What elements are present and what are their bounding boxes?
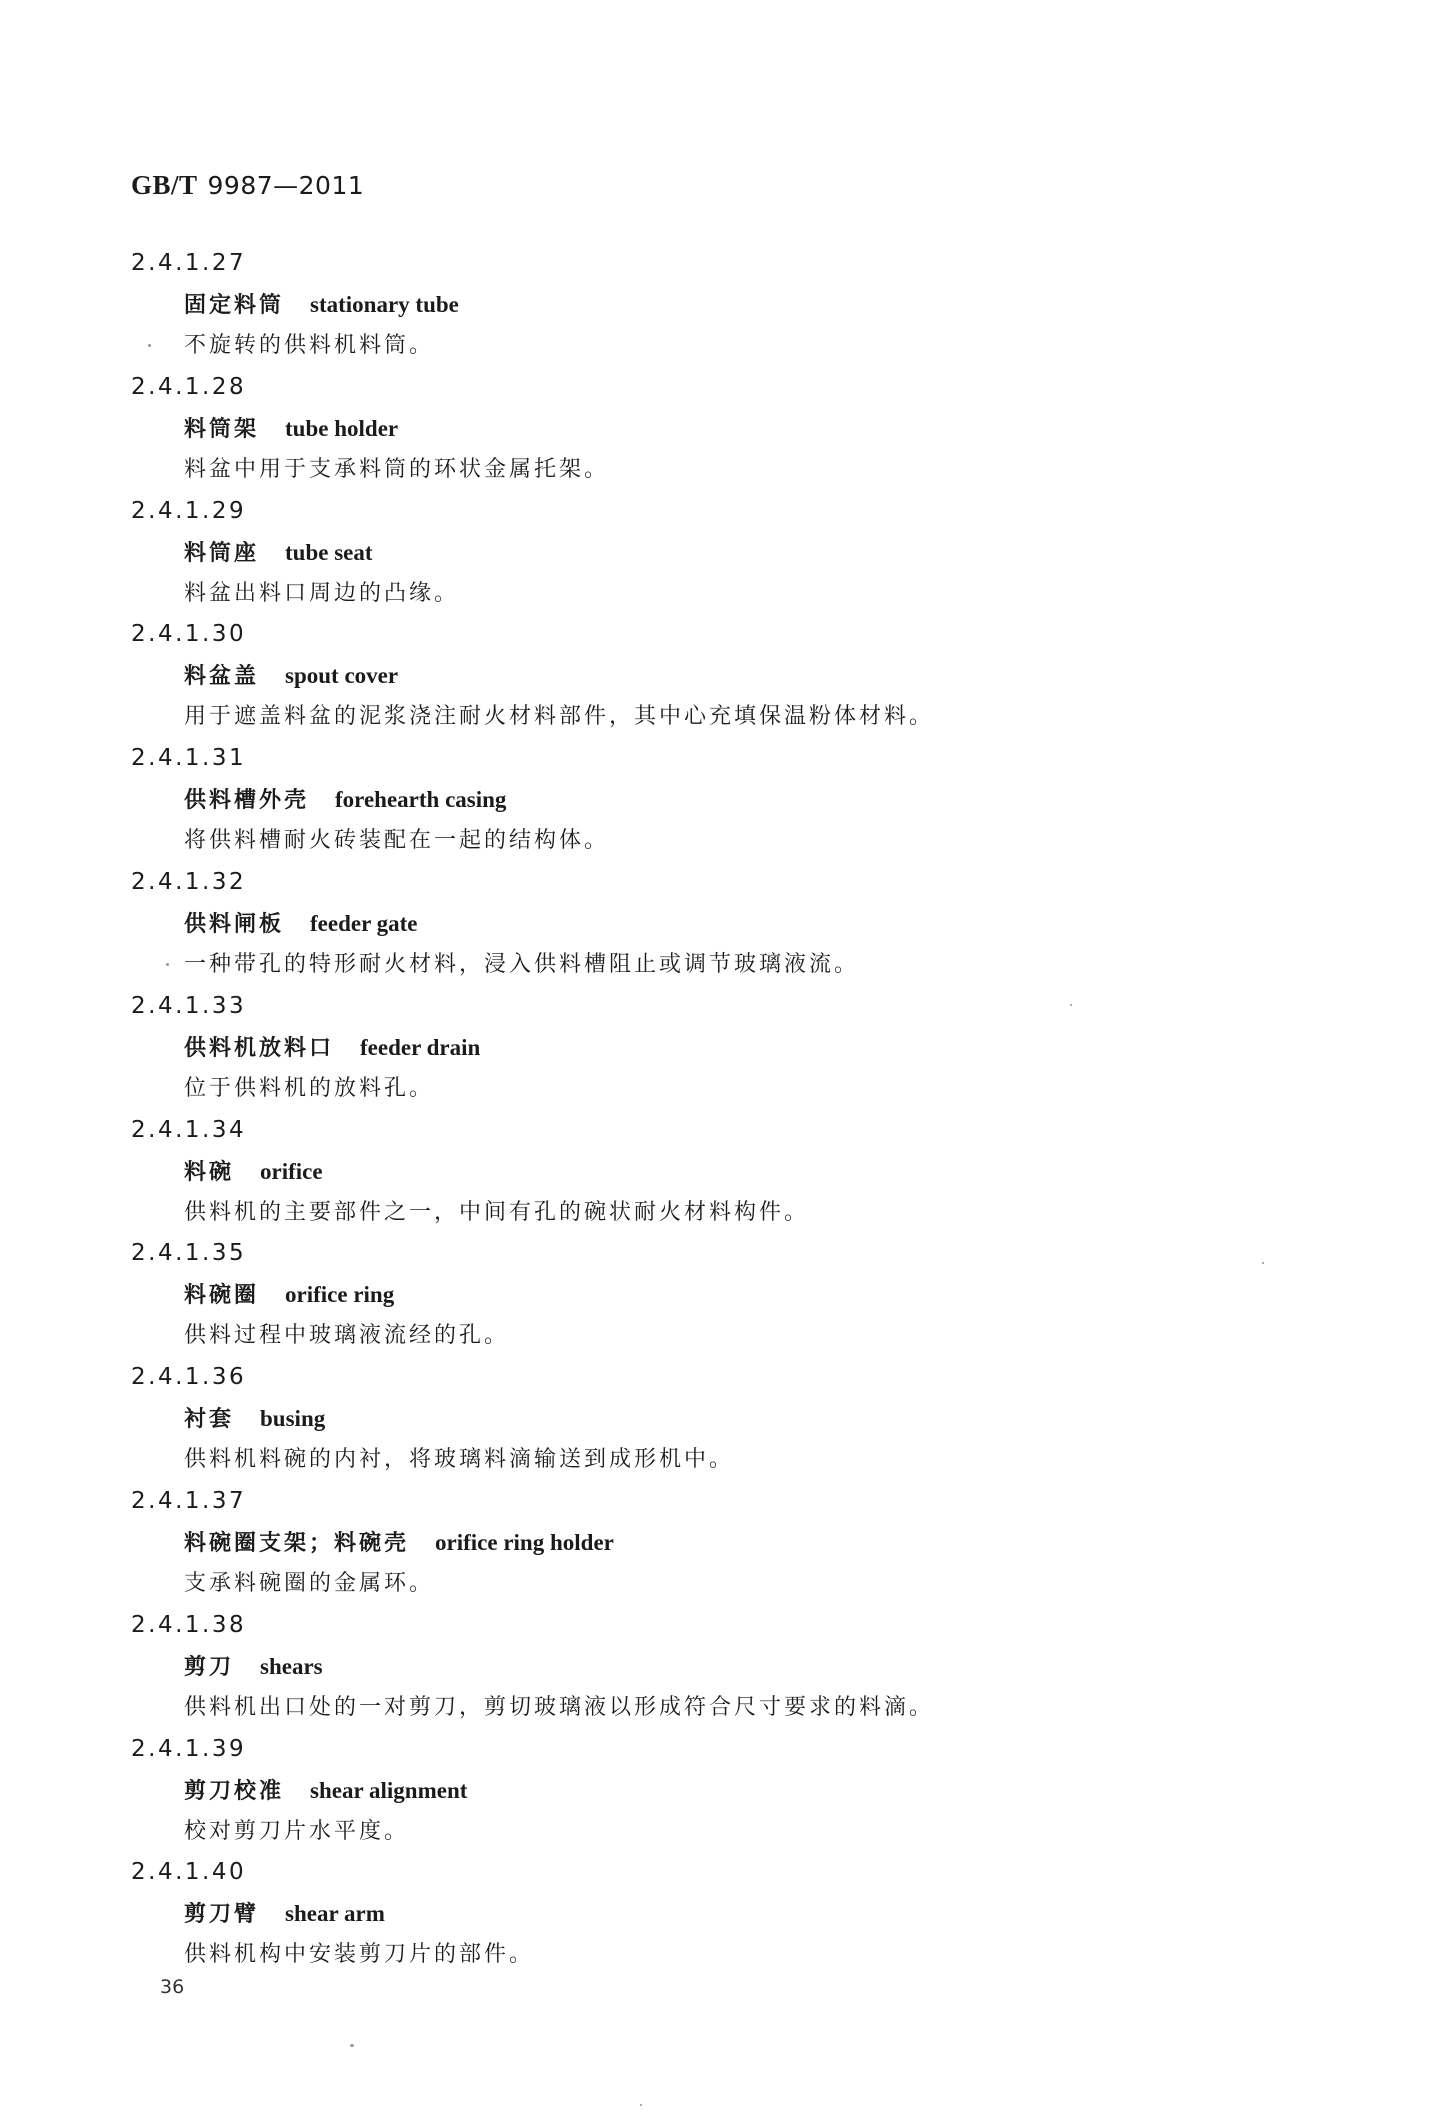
- entry-term: [184, 1770, 1438, 1811]
- scan-speck: [1070, 1004, 1072, 1006]
- entry-term: [184, 779, 1438, 820]
- term-entry: [0, 862, 1438, 986]
- term-entry: [0, 1481, 1438, 1605]
- term-entry: [0, 1852, 1438, 1976]
- entry-number: 2.4.1.27: [131, 250, 247, 276]
- term-chinese: 料筒座: [184, 540, 260, 566]
- term-english: spout cover: [285, 663, 399, 689]
- term-entry: [0, 1110, 1438, 1234]
- entry-definition: 供料机的主要部件之一，中间有孔的碗状耐火材料构件。: [184, 1199, 810, 1225]
- entry-term: [184, 1398, 1438, 1439]
- term-entry: [0, 1357, 1438, 1481]
- page-number: 36: [160, 1976, 185, 1998]
- entry-term: [184, 408, 1438, 449]
- term-english: feeder gate: [310, 910, 418, 936]
- term-english: shear arm: [285, 1901, 385, 1927]
- entry-number: 2.4.1.34: [131, 1116, 247, 1143]
- scan-speck: [1262, 1262, 1264, 1264]
- term-entry: [0, 986, 1438, 1110]
- entry-definition: 供料机料碗的内衬，将玻璃料滴输送到成形机中。: [184, 1447, 735, 1473]
- entry-definition: 料盆中用于支承料筒的环状金属托架。: [184, 456, 610, 482]
- entry-definition: 供料机构中安装剪刀片的部件。: [184, 1942, 535, 1968]
- entry-term: [184, 1893, 1438, 1934]
- entry-term: [184, 1522, 1438, 1563]
- standard-number: 9987—2011: [207, 171, 365, 200]
- entry-term: [184, 903, 1438, 944]
- entry-number: 2.4.1.28: [131, 373, 247, 400]
- entry-number: 2.4.1.32: [131, 868, 247, 895]
- term-english: feeder drain: [360, 1034, 481, 1060]
- term-chinese: 衬套: [184, 1407, 235, 1433]
- term-english: orifice: [260, 1158, 323, 1184]
- term-chinese: 剪刀校准: [184, 1778, 285, 1804]
- entry-term: [184, 284, 1438, 325]
- term-english: stationary tube: [310, 292, 459, 317]
- term-chinese: 供料机放料口: [184, 1035, 335, 1061]
- entry-number: 2.4.1.30: [131, 621, 247, 648]
- entry-definition: 校对剪刀片水平度。: [184, 1818, 410, 1844]
- entry-term: [184, 532, 1438, 573]
- entry-term: [184, 655, 1438, 696]
- entry-number: 2.4.1.37: [131, 1487, 247, 1514]
- term-english: tube seat: [285, 539, 373, 565]
- term-english: tube holder: [285, 415, 399, 441]
- term-entry: [0, 1233, 1438, 1357]
- term-entry: [0, 1605, 1438, 1729]
- scan-speck: [350, 2044, 354, 2047]
- term-entry: [0, 738, 1438, 862]
- entry-number: 2.4.1.29: [131, 497, 247, 524]
- term-entry: [0, 367, 1438, 491]
- term-english: shears: [260, 1653, 323, 1679]
- standard-code: GB/T: [131, 170, 198, 200]
- entry-number: 2.4.1.39: [131, 1735, 247, 1762]
- term-chinese: 固定料筒: [184, 293, 285, 318]
- term-english: orifice ring holder: [435, 1529, 614, 1555]
- term-entry: [0, 243, 1438, 367]
- term-entry: [0, 491, 1438, 615]
- entry-definition: 用于遮盖料盆的泥浆浇注耐火材料部件，其中心充填保温粉体材料。: [184, 704, 935, 730]
- document-header: [131, 170, 364, 201]
- term-chinese: 料碗圈支架；料碗壳: [184, 1530, 410, 1556]
- entry-definition: 供料过程中玻璃液流经的孔。: [184, 1323, 510, 1349]
- entry-term: [184, 1274, 1438, 1315]
- term-english: busing: [260, 1406, 326, 1432]
- scan-speck: [640, 2104, 642, 2106]
- term-english: orifice ring: [285, 1282, 395, 1308]
- entry-term: [184, 1027, 1438, 1068]
- term-entry: [0, 1729, 1438, 1853]
- entry-definition: 支承料碗圈的金属环。: [184, 1570, 435, 1596]
- entry-definition: 一种带孔的特形耐火材料，浸入供料槽阻止或调节玻璃液流。: [184, 951, 860, 977]
- term-entries: [0, 243, 1438, 1976]
- term-chinese: 剪刀臂: [184, 1902, 260, 1928]
- entry-number: 2.4.1.31: [131, 745, 247, 772]
- entry-number: 2.4.1.33: [131, 992, 247, 1019]
- term-chinese: 料碗圈: [184, 1283, 260, 1309]
- term-chinese: 供料槽外壳: [184, 788, 310, 814]
- entry-number: 2.4.1.36: [131, 1364, 247, 1391]
- entry-definition: 不旋转的供料机料筒。: [184, 333, 435, 358]
- term-chinese: 料盆盖: [184, 664, 260, 690]
- entry-definition: 料盆出料口周边的凸缘。: [184, 580, 460, 606]
- term-chinese: 料筒架: [184, 416, 260, 442]
- term-chinese: 供料闸板: [184, 911, 285, 937]
- entry-number: 2.4.1.35: [131, 1240, 247, 1267]
- term-chinese: 剪刀: [184, 1654, 235, 1680]
- term-entry: [0, 614, 1438, 738]
- scan-speck: [166, 963, 169, 966]
- entry-definition: 将供料槽耐火砖装配在一起的结构体。: [184, 828, 610, 854]
- entry-term: [184, 1646, 1438, 1687]
- scan-speck: [148, 344, 151, 347]
- entry-definition: 位于供料机的放料孔。: [184, 1075, 435, 1101]
- entry-definition: 供料机出口处的一对剪刀，剪切玻璃液以形成符合尺寸要求的料滴。: [184, 1694, 935, 1720]
- entry-number: 2.4.1.38: [131, 1611, 247, 1638]
- term-english: shear alignment: [310, 1777, 468, 1803]
- entry-number: 2.4.1.40: [131, 1859, 247, 1886]
- entry-term: [184, 1151, 1438, 1192]
- term-chinese: 料碗: [184, 1159, 235, 1185]
- term-english: forehearth casing: [335, 787, 507, 813]
